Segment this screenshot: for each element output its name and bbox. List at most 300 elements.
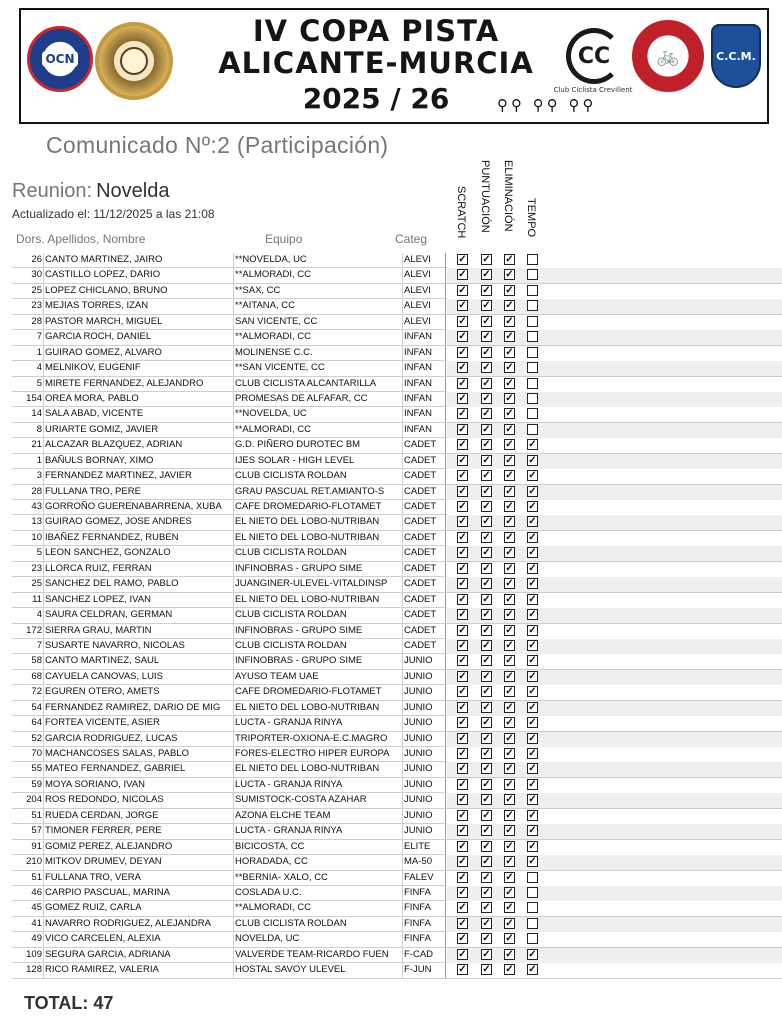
tempo-checkbox[interactable]: [527, 285, 538, 296]
puntuacion-checkbox[interactable]: ✓: [482, 501, 491, 512]
table-row: [12, 871, 782, 886]
table-row: [12, 948, 782, 963]
tempo-checkbox[interactable]: [527, 300, 538, 311]
scratch-checkbox[interactable]: ✓: [458, 547, 467, 559]
row-band: [447, 732, 782, 747]
rider-team: G.D. PIÑERO DUROTEC BM: [233, 438, 401, 453]
tempo-checkbox[interactable]: ✓: [528, 717, 537, 729]
rider-team: TRIPORTER-OXIONA-E.C.MAGRO: [233, 732, 401, 747]
tempo-checkbox[interactable]: ✓: [528, 439, 537, 451]
table-row: [12, 346, 782, 361]
rider-dorsal: 91: [31, 840, 42, 852]
eliminacion-checkbox[interactable]: ✓: [505, 624, 514, 636]
tempo-checkbox[interactable]: [527, 918, 538, 929]
rider-dorsal: 52: [31, 732, 42, 744]
rider-name: NAVARRO RODRIGUEZ, ALEJANDRA: [43, 917, 232, 932]
tempo-checkbox[interactable]: ✓: [528, 809, 537, 821]
tempo-checkbox[interactable]: ✓: [528, 624, 537, 636]
rider-dorsal: 11: [32, 593, 42, 605]
scratch-checkbox[interactable]: ✓: [458, 732, 467, 744]
rider-team: INFINOBRAS - GRUPO SIME: [233, 562, 401, 577]
rider-team: **ALMORADI, CC: [233, 901, 401, 916]
tempo-checkbox[interactable]: [527, 393, 538, 404]
scratch-checkbox[interactable]: ✓: [458, 809, 467, 821]
eliminacion-checkbox[interactable]: ✓: [505, 516, 514, 528]
rider-name: GARCIA ROCH, DANIEL: [43, 330, 232, 345]
rider-team: HOSTAL SAVOY ULEVEL: [233, 963, 401, 978]
tempo-checkbox[interactable]: ✓: [528, 732, 537, 744]
tempo-checkbox[interactable]: [527, 347, 538, 358]
tempo-checkbox[interactable]: [527, 362, 538, 373]
eliminacion-checkbox[interactable]: ✓: [505, 593, 514, 605]
scratch-checkbox[interactable]: ✓: [458, 423, 467, 435]
eliminacion-checkbox[interactable]: ✓: [505, 562, 514, 574]
puntuacion-checkbox[interactable]: ✓: [482, 284, 491, 296]
scratch-checkbox[interactable]: ✓: [458, 439, 467, 451]
eliminacion-checkbox[interactable]: ✓: [505, 269, 514, 281]
tempo-checkbox[interactable]: [527, 316, 538, 327]
tempo-checkbox[interactable]: [527, 378, 538, 389]
rider-category: FINFA: [402, 932, 446, 947]
rider-category: INFAN: [402, 377, 446, 392]
table-row: [12, 253, 782, 268]
scratch-checkbox[interactable]: ✓: [458, 408, 467, 420]
eliminacion-checkbox[interactable]: ✓: [505, 331, 514, 343]
eliminacion-checkbox[interactable]: ✓: [505, 377, 514, 389]
rider-dorsal: 64: [31, 717, 42, 729]
eliminacion-checkbox[interactable]: ✓: [505, 547, 514, 559]
rider-name: GOMEZ RUIZ, CARLA: [43, 901, 232, 916]
scratch-checkbox[interactable]: ✓: [458, 516, 467, 528]
scratch-checkbox[interactable]: ✓: [458, 284, 467, 296]
puntuacion-checkbox[interactable]: ✓: [482, 748, 491, 759]
tempo-checkbox[interactable]: [527, 933, 538, 944]
rider-team: VALVERDE TEAM-RICARDO FUEN: [233, 948, 401, 963]
rider-team: EL NIETO DEL LOBO-NUTRIBAN: [233, 593, 401, 608]
row-band: [447, 546, 782, 561]
puntuacion-checkbox[interactable]: ✓: [482, 670, 491, 682]
eliminacion-checkbox[interactable]: ✓: [505, 578, 514, 590]
rider-team: CAFE DROMEDARIO-FLOTAMET: [233, 500, 401, 515]
rider-name: LLORCA RUIZ, FERRAN: [43, 562, 232, 577]
scratch-checkbox[interactable]: ✓: [458, 609, 467, 621]
tempo-checkbox[interactable]: ✓: [528, 531, 537, 543]
rider-category: JUNIO: [402, 654, 446, 669]
puntuacion-checkbox[interactable]: ✓: [482, 439, 491, 451]
row-band: [447, 778, 782, 793]
puntuacion-checkbox[interactable]: ✓: [482, 948, 491, 960]
rider-team: AZONA ELCHE TEAM: [233, 809, 401, 824]
tempo-checkbox[interactable]: ✓: [528, 501, 537, 512]
eliminacion-checkbox[interactable]: ✓: [505, 362, 514, 374]
scratch-checkbox[interactable]: ✓: [458, 778, 467, 790]
eliminacion-checkbox[interactable]: ✓: [505, 423, 514, 435]
rider-category: CADET: [402, 500, 446, 515]
rider-category: JUNIO: [402, 747, 446, 762]
rider-name: GUIRAO GOMEZ, ALVARO: [43, 346, 232, 361]
puntuacion-checkbox[interactable]: ✓: [482, 732, 491, 744]
puntuacion-checkbox[interactable]: ✓: [482, 809, 491, 821]
puntuacion-checkbox[interactable]: ✓: [482, 593, 491, 605]
tempo-checkbox[interactable]: ✓: [528, 516, 537, 528]
tempo-checkbox[interactable]: [527, 408, 538, 419]
rider-category: INFAN: [402, 392, 446, 407]
rider-category: ALEVI: [402, 315, 446, 330]
eliminacion-checkbox[interactable]: ✓: [505, 732, 514, 744]
eliminacion-checkbox[interactable]: ✓: [505, 964, 514, 976]
scratch-checkbox[interactable]: ✓: [458, 346, 467, 358]
puntuacion-checkbox[interactable]: ✓: [482, 516, 491, 528]
rider-name: PASTOR MARCH, MIGUEL: [43, 315, 232, 330]
row-band: [447, 577, 782, 592]
tempo-checkbox[interactable]: [527, 269, 538, 280]
row-band: [447, 886, 782, 901]
rider-name: EGUREN OTERO, AMETS: [43, 685, 232, 700]
scratch-checkbox[interactable]: ✓: [458, 593, 467, 605]
rider-team: GRAU PASCUAL RET.AMIANTO-S: [233, 485, 401, 500]
tempo-checkbox[interactable]: ✓: [528, 547, 537, 559]
tempo-checkbox[interactable]: ✓: [528, 701, 537, 713]
col-header-equipo: Equipo: [265, 232, 303, 246]
row-band: [447, 716, 782, 731]
scratch-checkbox[interactable]: ✓: [458, 717, 467, 729]
scratch-checkbox[interactable]: ✓: [458, 269, 467, 281]
rider-category: JUNIO: [402, 716, 446, 731]
rider-dorsal: 23: [31, 562, 42, 574]
tempo-checkbox[interactable]: ✓: [528, 856, 537, 868]
rider-name: CARPIO PASCUAL, MARINA: [43, 886, 232, 901]
scratch-checkbox[interactable]: ✓: [458, 856, 467, 868]
puntuacion-checkbox[interactable]: ✓: [482, 423, 491, 435]
rider-category: CADET: [402, 454, 446, 469]
rider-team: IJES SOLAR - HIGH LEVEL: [233, 454, 401, 469]
rider-dorsal: 154: [26, 392, 42, 404]
scratch-checkbox[interactable]: ✓: [458, 392, 467, 404]
tempo-checkbox[interactable]: ✓: [528, 748, 537, 759]
tempo-checkbox[interactable]: [527, 254, 538, 265]
row-band: [447, 593, 782, 608]
rider-team: **NOVELDA, UC: [233, 253, 401, 268]
eliminacion-checkbox[interactable]: ✓: [505, 809, 514, 821]
tempo-checkbox[interactable]: ✓: [528, 562, 537, 574]
puntuacion-checkbox[interactable]: ✓: [482, 639, 491, 651]
scratch-checkbox[interactable]: ✓: [458, 470, 467, 482]
rider-category: ELITE: [402, 840, 446, 855]
scratch-checkbox[interactable]: ✓: [458, 331, 467, 343]
eliminacion-checkbox[interactable]: ✓: [505, 902, 514, 914]
puntuacion-checkbox[interactable]: ✓: [482, 655, 491, 667]
eliminacion-checkbox[interactable]: ✓: [505, 439, 514, 451]
row-band: [447, 840, 782, 855]
eliminacion-checkbox[interactable]: ✓: [505, 300, 514, 312]
eliminacion-checkbox[interactable]: ✓: [505, 408, 514, 420]
rider-category: JUNIO: [402, 778, 446, 793]
puntuacion-checkbox[interactable]: ✓: [482, 362, 491, 374]
rider-team: **BERNIA- XALO, CC: [233, 871, 401, 886]
puntuacion-checkbox[interactable]: ✓: [482, 964, 491, 976]
rider-category: ALEVI: [402, 253, 446, 268]
rider-team: SUMISTOCK-COSTA AZAHAR: [233, 793, 401, 808]
tempo-checkbox[interactable]: [527, 424, 538, 435]
rider-dorsal: 25: [31, 578, 42, 590]
row-band: [447, 948, 782, 963]
puntuacion-checkbox[interactable]: ✓: [482, 933, 491, 945]
puntuacion-checkbox[interactable]: ✓: [482, 454, 491, 466]
scratch-checkbox[interactable]: ✓: [458, 254, 467, 265]
eliminacion-checkbox[interactable]: ✓: [505, 454, 514, 466]
eliminacion-checkbox[interactable]: ✓: [505, 670, 514, 682]
puntuacion-checkbox[interactable]: ✓: [482, 547, 491, 559]
tempo-checkbox[interactable]: ✓: [528, 778, 537, 790]
rider-name: SANCHEZ LOPEZ, IVAN: [43, 593, 232, 608]
puntuacion-checkbox[interactable]: ✓: [482, 315, 491, 327]
row-band: [447, 454, 782, 469]
eliminacion-checkbox[interactable]: ✓: [505, 886, 514, 898]
reunion-value: Novelda: [96, 180, 170, 202]
tempo-checkbox[interactable]: ✓: [528, 686, 537, 698]
puntuacion-checkbox[interactable]: ✓: [482, 902, 491, 914]
puntuacion-checkbox[interactable]: ✓: [482, 346, 491, 358]
row-band: [447, 515, 782, 530]
rider-name: SUSARTE NAVARRO, NICOLAS: [43, 639, 232, 654]
puntuacion-checkbox[interactable]: ✓: [482, 531, 491, 543]
eliminacion-checkbox[interactable]: ✓: [505, 917, 514, 929]
tempo-checkbox[interactable]: ✓: [528, 609, 537, 621]
eliminacion-checkbox[interactable]: ✓: [505, 254, 514, 265]
scratch-checkbox[interactable]: ✓: [458, 902, 467, 914]
scratch-checkbox[interactable]: ✓: [458, 670, 467, 682]
table-row: [12, 469, 782, 484]
scratch-checkbox[interactable]: ✓: [458, 763, 467, 775]
scratch-checkbox[interactable]: ✓: [458, 315, 467, 327]
scratch-checkbox[interactable]: ✓: [458, 701, 467, 713]
scratch-checkbox[interactable]: ✓: [458, 578, 467, 590]
puntuacion-checkbox[interactable]: ✓: [482, 778, 491, 790]
scratch-checkbox[interactable]: ✓: [458, 917, 467, 929]
table-row: [12, 901, 782, 916]
tempo-checkbox[interactable]: ✓: [528, 794, 537, 806]
scratch-checkbox[interactable]: ✓: [458, 655, 467, 667]
rider-name: GOMIZ PEREZ, ALEJANDRO: [43, 840, 232, 855]
eliminacion-checkbox[interactable]: ✓: [505, 748, 514, 759]
table-row: [12, 855, 782, 870]
rider-team: **NOVELDA, UC: [233, 407, 401, 422]
eliminacion-checkbox[interactable]: ✓: [505, 763, 514, 775]
tempo-checkbox[interactable]: ✓: [528, 655, 537, 667]
tempo-checkbox[interactable]: ✓: [528, 470, 537, 482]
scratch-checkbox[interactable]: ✓: [458, 300, 467, 312]
table-row: [12, 809, 782, 824]
tempo-checkbox[interactable]: [527, 902, 538, 913]
row-band: [447, 346, 782, 361]
scratch-checkbox[interactable]: ✓: [458, 886, 467, 898]
rider-team: PROMESAS DE ALFAFAR, CC: [233, 392, 401, 407]
table-row: [12, 824, 782, 839]
rider-category: CADET: [402, 546, 446, 561]
tempo-checkbox[interactable]: ✓: [528, 948, 537, 960]
rider-dorsal: 5: [36, 377, 42, 389]
rider-team: COSLADA U.C.: [233, 886, 401, 901]
puntuacion-checkbox[interactable]: ✓: [482, 609, 491, 621]
table-row: [12, 639, 782, 654]
table-row: [12, 778, 782, 793]
tempo-checkbox[interactable]: ✓: [528, 964, 537, 976]
rider-dorsal: 58: [31, 655, 42, 667]
puntuacion-checkbox[interactable]: ✓: [482, 578, 491, 590]
scratch-checkbox[interactable]: ✓: [458, 933, 467, 945]
eliminacion-checkbox[interactable]: ✓: [505, 470, 514, 482]
table-row: [12, 747, 782, 762]
row-band: [447, 963, 782, 978]
table-row: [12, 716, 782, 731]
puntuacion-checkbox[interactable]: ✓: [482, 717, 491, 729]
row-band: [447, 407, 782, 422]
eliminacion-checkbox[interactable]: ✓: [505, 346, 514, 358]
eliminacion-checkbox[interactable]: ✓: [505, 778, 514, 790]
eliminacion-checkbox[interactable]: ✓: [505, 871, 514, 883]
rider-dorsal: 7: [36, 639, 42, 651]
eliminacion-checkbox[interactable]: ✓: [505, 948, 514, 960]
scratch-checkbox[interactable]: ✓: [458, 794, 467, 806]
eliminacion-checkbox[interactable]: ✓: [505, 933, 514, 945]
eliminacion-checkbox[interactable]: ✓: [505, 717, 514, 729]
tempo-checkbox[interactable]: ✓: [528, 763, 537, 775]
eliminacion-checkbox[interactable]: ✓: [505, 701, 514, 713]
rider-name: FULLANA TRO, PERE: [43, 485, 232, 500]
puntuacion-checkbox[interactable]: ✓: [482, 408, 491, 420]
rider-dorsal: 57: [31, 825, 42, 837]
rider-category: JUNIO: [402, 793, 446, 808]
eliminacion-checkbox[interactable]: ✓: [505, 639, 514, 651]
tempo-checkbox[interactable]: ✓: [528, 578, 537, 590]
scratch-checkbox[interactable]: ✓: [458, 562, 467, 574]
scratch-checkbox[interactable]: ✓: [458, 639, 467, 651]
tempo-checkbox[interactable]: ✓: [528, 825, 537, 837]
rider-name: CANTO MARTINEZ, SAUL: [43, 654, 232, 669]
rider-team: BICICOSTA, CC: [233, 840, 401, 855]
tempo-checkbox[interactable]: ✓: [528, 840, 537, 852]
scratch-checkbox[interactable]: ✓: [458, 871, 467, 883]
puntuacion-checkbox[interactable]: ✓: [482, 254, 491, 265]
rider-dorsal: 13: [31, 516, 42, 528]
scratch-checkbox[interactable]: ✓: [458, 624, 467, 636]
puntuacion-checkbox[interactable]: ✓: [482, 917, 491, 929]
eliminacion-checkbox[interactable]: ✓: [505, 794, 514, 806]
puntuacion-checkbox[interactable]: ✓: [482, 686, 491, 698]
rider-category: FALEV: [402, 871, 446, 886]
eliminacion-checkbox[interactable]: ✓: [505, 284, 514, 296]
puntuacion-checkbox[interactable]: ✓: [482, 331, 491, 343]
row-band: [447, 253, 782, 268]
tempo-checkbox[interactable]: [527, 872, 538, 883]
rider-name: GARCIA RODRIGUEZ, LUCAS: [43, 732, 232, 747]
scratch-checkbox[interactable]: ✓: [458, 964, 467, 976]
row-band: [447, 855, 782, 870]
tempo-checkbox[interactable]: [527, 331, 538, 342]
rider-dorsal: 59: [31, 778, 42, 790]
rider-category: JUNIO: [402, 701, 446, 716]
rider-name: SANCHEZ DEL RAMO, PABLO: [43, 577, 232, 592]
rider-name: MIRETE FERNANDEZ, ALEJANDRO: [43, 377, 232, 392]
eliminacion-checkbox[interactable]: ✓: [505, 686, 514, 698]
cycling-club-crest-logo: [95, 22, 173, 100]
rider-category: CADET: [402, 562, 446, 577]
eliminacion-checkbox[interactable]: ✓: [505, 392, 514, 404]
puntuacion-checkbox[interactable]: ✓: [482, 485, 491, 497]
rider-team: JUANGINER-ULEVEL-VITALDINSP: [233, 577, 401, 592]
rider-team: CLUB CICLISTA ROLDAN: [233, 546, 401, 561]
row-band: [447, 624, 782, 639]
puntuacion-checkbox[interactable]: ✓: [482, 624, 491, 636]
rider-team: HORADADA, CC: [233, 855, 401, 870]
puntuacion-checkbox[interactable]: ✓: [482, 377, 491, 389]
row-band: [447, 268, 782, 283]
tempo-checkbox[interactable]: [527, 887, 538, 898]
eliminacion-checkbox[interactable]: ✓: [505, 501, 514, 512]
puntuacion-checkbox[interactable]: ✓: [482, 269, 491, 281]
puntuacion-checkbox[interactable]: ✓: [482, 856, 491, 868]
tempo-checkbox[interactable]: ✓: [528, 670, 537, 682]
scratch-checkbox[interactable]: ✓: [458, 377, 467, 389]
scratch-checkbox[interactable]: ✓: [458, 686, 467, 698]
row-band: [447, 361, 782, 376]
tempo-checkbox[interactable]: ✓: [528, 593, 537, 605]
row-band: [447, 901, 782, 916]
scratch-checkbox[interactable]: ✓: [458, 840, 467, 852]
puntuacion-checkbox[interactable]: ✓: [482, 701, 491, 713]
eliminacion-checkbox[interactable]: ✓: [505, 856, 514, 868]
puntuacion-checkbox[interactable]: ✓: [482, 886, 491, 898]
puntuacion-checkbox[interactable]: ✓: [482, 794, 491, 806]
puntuacion-checkbox[interactable]: ✓: [482, 562, 491, 574]
scratch-checkbox[interactable]: ✓: [458, 825, 467, 837]
puntuacion-checkbox[interactable]: ✓: [482, 825, 491, 837]
rider-category: JUNIO: [402, 809, 446, 824]
puntuacion-checkbox[interactable]: ✓: [482, 763, 491, 775]
eliminacion-checkbox[interactable]: ✓: [505, 825, 514, 837]
puntuacion-checkbox[interactable]: ✓: [482, 840, 491, 852]
scratch-checkbox[interactable]: ✓: [458, 531, 467, 543]
rider-category: CADET: [402, 577, 446, 592]
scratch-checkbox[interactable]: ✓: [458, 454, 467, 466]
puntuacion-checkbox[interactable]: ✓: [482, 300, 491, 312]
tempo-checkbox[interactable]: ✓: [528, 454, 537, 466]
rider-name: TIMONER FERRER, PERE: [43, 824, 232, 839]
rider-dorsal: 68: [31, 670, 42, 682]
eliminacion-checkbox[interactable]: ✓: [505, 315, 514, 327]
eliminacion-checkbox[interactable]: ✓: [505, 485, 514, 497]
scratch-checkbox[interactable]: ✓: [458, 948, 467, 960]
rider-team: EL NIETO DEL LOBO-NUTRIBAN: [233, 701, 401, 716]
tempo-checkbox[interactable]: ✓: [528, 485, 537, 497]
scratch-checkbox[interactable]: ✓: [458, 501, 467, 512]
cyclists-icon: ⚲⚲ ⚲⚲ ⚲⚲: [497, 96, 597, 114]
eliminacion-checkbox[interactable]: ✓: [505, 531, 514, 543]
eliminacion-checkbox[interactable]: ✓: [505, 840, 514, 852]
scratch-checkbox[interactable]: ✓: [458, 362, 467, 374]
row-band: [447, 299, 782, 314]
scratch-checkbox[interactable]: ✓: [458, 748, 467, 759]
eliminacion-checkbox[interactable]: ✓: [505, 609, 514, 621]
scratch-checkbox[interactable]: ✓: [458, 485, 467, 497]
rider-team: CLUB CICLISTA ROLDAN: [233, 608, 401, 623]
tempo-checkbox[interactable]: ✓: [528, 639, 537, 651]
puntuacion-checkbox[interactable]: ✓: [482, 470, 491, 482]
puntuacion-checkbox[interactable]: ✓: [482, 392, 491, 404]
rider-category: CADET: [402, 515, 446, 530]
eliminacion-checkbox[interactable]: ✓: [505, 655, 514, 667]
puntuacion-checkbox[interactable]: ✓: [482, 871, 491, 883]
